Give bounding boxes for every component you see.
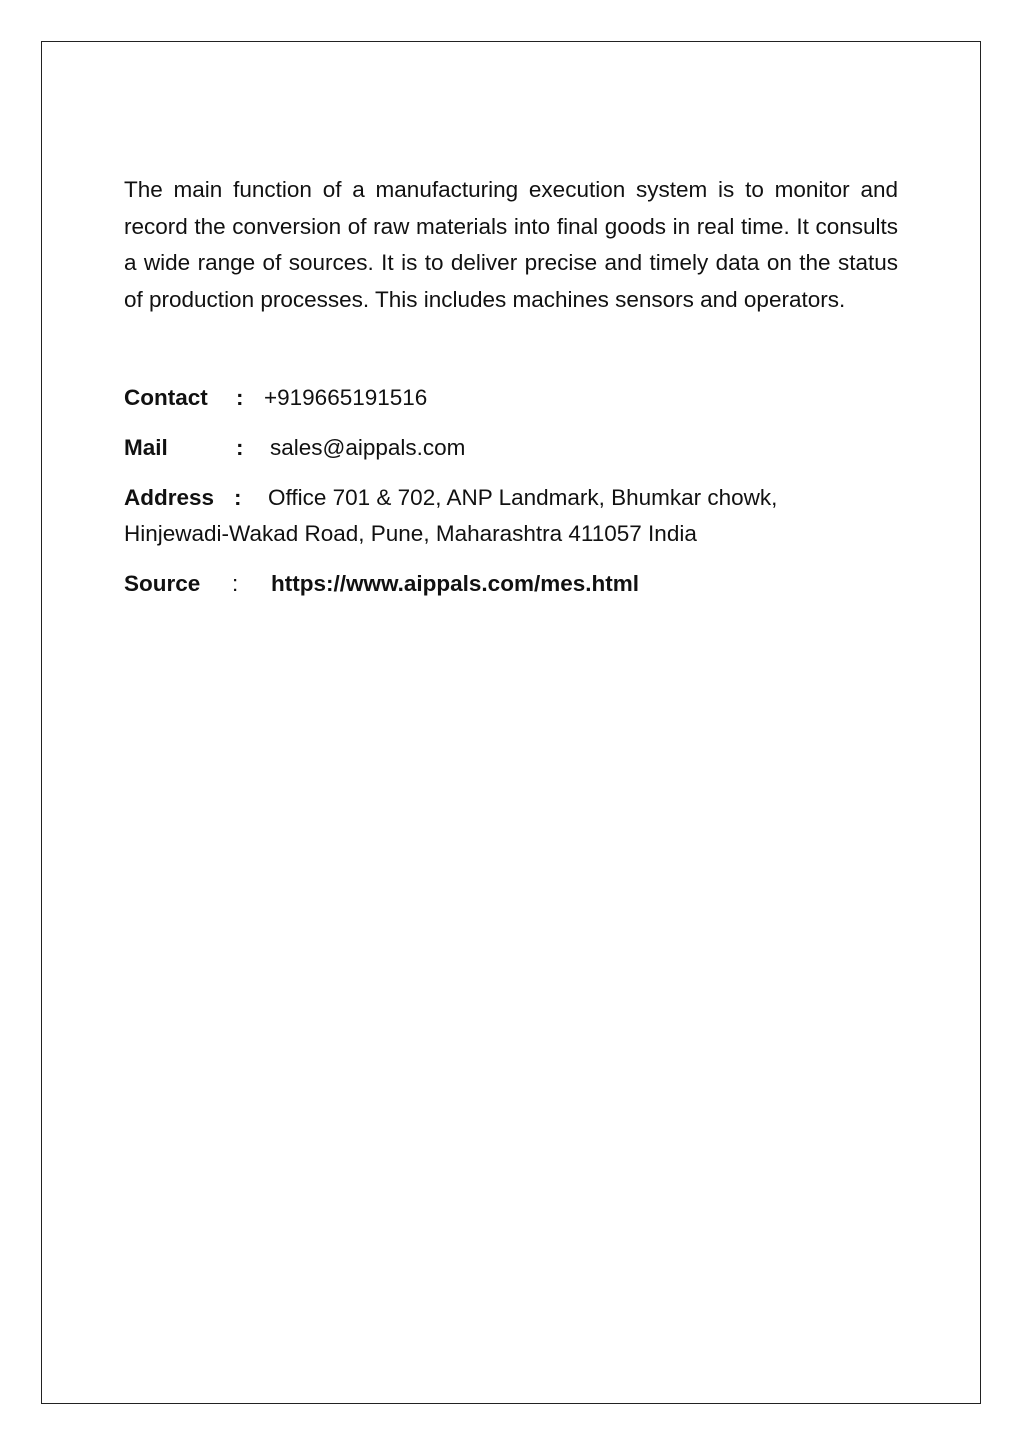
contact-info-block: [124, 380, 898, 602]
mail-label: Mail: [124, 435, 168, 460]
mail-row: [124, 430, 898, 466]
address-line-2: Hinjewadi-Wakad Road, Pune, Maharashtra 411057 India: [124, 521, 697, 546]
mail-separator: :: [236, 435, 244, 460]
address-label: Address: [124, 485, 215, 510]
contact-row: [124, 380, 898, 416]
body-paragraph: The main function of a manufacturing execution system is to monitor and record the conversion of raw materials into final goods in real time. It consults a wide range of sources. It is to deliver precise and timely data on the status of production processes. This includes machines sensors and operators.: [124, 177, 898, 312]
mail-address: sales@aippals.com: [270, 435, 466, 460]
source-row: [124, 566, 898, 602]
source-separator: :: [232, 571, 239, 596]
address-line-1: Office 701 & 702, ANP Landmark, Bhumkar chowk,: [268, 485, 778, 510]
address-separator: :: [234, 485, 242, 510]
address-row: [124, 480, 898, 552]
contact-separator: :: [236, 385, 244, 410]
contact-phone: +919665191516: [264, 385, 428, 410]
contact-label: Contact: [124, 385, 208, 410]
source-link[interactable]: https://www.aippals.com/mes.html: [271, 571, 639, 596]
page-content: [124, 172, 898, 616]
source-label: Source: [124, 571, 201, 596]
